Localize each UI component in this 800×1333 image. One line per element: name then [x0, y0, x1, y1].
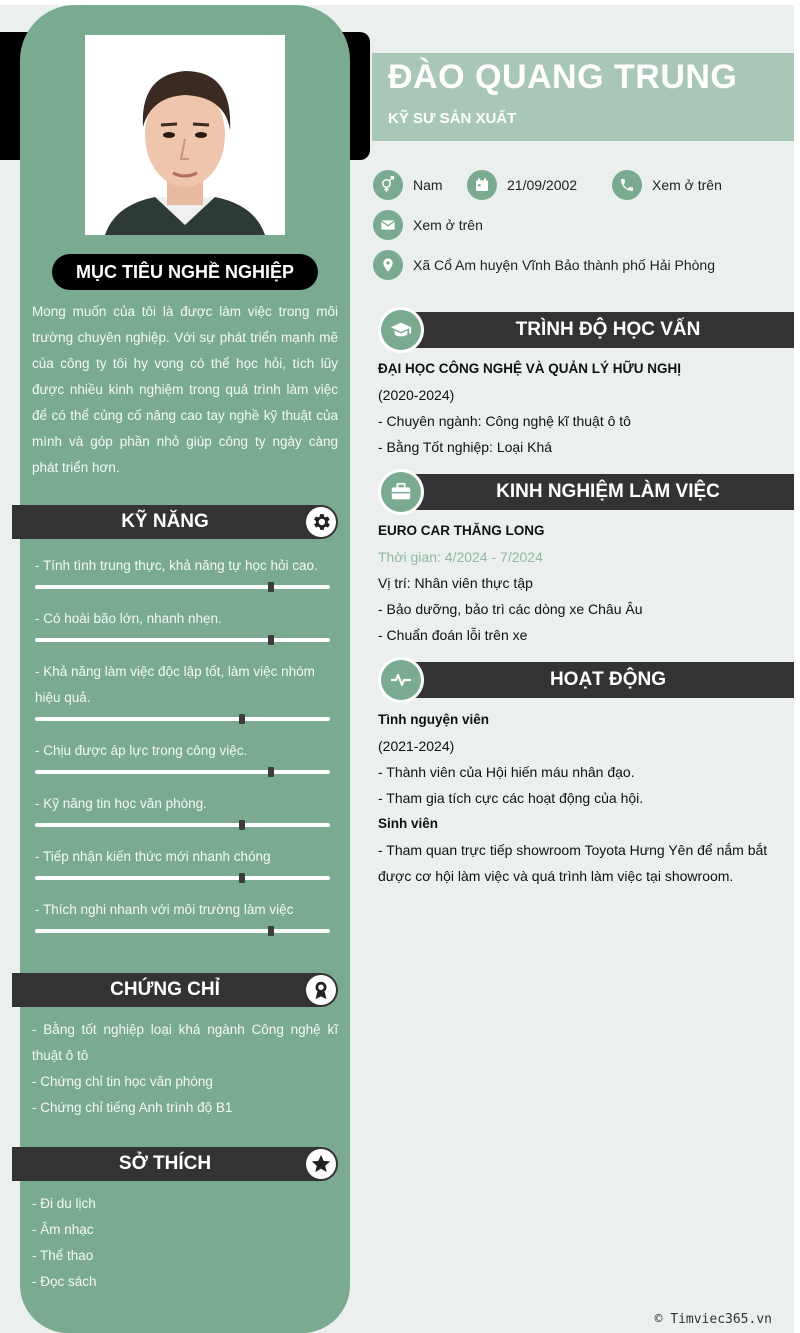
skill-level-marker [239, 820, 245, 830]
experience-duty: - Bảo dưỡng, bảo trì các dòng xe Châu Âu [378, 601, 643, 617]
certificates-header [12, 973, 338, 1007]
phone-value: Xem ở trên [652, 177, 722, 193]
sidebar [20, 5, 350, 1333]
hobby-item: - Đọc sách [32, 1274, 97, 1289]
briefcase-icon [381, 472, 421, 512]
education-major: - Chuyên ngành: Công nghệ kĩ thuật ô tô [378, 413, 631, 429]
skill-bar [35, 929, 330, 933]
certificate-item: - Bằng tốt nghiệp loại khá ngành Công nghệ kĩ thuật ô tô [32, 1022, 338, 1063]
education-header [378, 307, 794, 351]
gender-info [373, 170, 443, 200]
gender-value: Nam [413, 177, 443, 193]
activity-item: - Tham quan trực tiếp showroom Toyota Hưng Yên để nắm bắt được cơ hội làm việc và quá trình làm việc tại showroom. [378, 842, 768, 884]
hobby-item: - Thể thao [32, 1248, 94, 1263]
hobby-item: - Đi du lịch [32, 1196, 96, 1211]
skill-item [35, 738, 330, 774]
birthday-value: 21/09/2002 [507, 177, 578, 193]
address-value: Xã Cổ Am huyện Vĩnh Bảo thành phố Hải Phòng [413, 257, 715, 273]
email-value: Xem ở trên [413, 217, 483, 233]
profile-photo [85, 35, 285, 235]
star-icon [306, 1149, 336, 1179]
hobby-item: - Âm nhạc [32, 1222, 94, 1237]
skill-bar [35, 585, 330, 589]
skill-level-marker [239, 873, 245, 883]
location-pin-icon [373, 250, 403, 280]
skill-bar [35, 717, 330, 721]
skill-label: - Kỹ năng tin học văn phòng. [35, 796, 207, 811]
certificate-item: - Chứng chỉ tiếng Anh trình độ B1 [32, 1100, 233, 1115]
skill-label: - Thích nghi nhanh với môi trường làm việc [35, 902, 294, 917]
education-title: TRÌNH ĐỘ HỌC VẤN [402, 312, 794, 348]
experience-time: Thời gian: 4/2024 - 7/2024 [378, 549, 543, 565]
skill-label: - Tính tình trung thực, khả năng tự học hỏi cao. [35, 558, 318, 573]
hobbies-list [32, 1191, 338, 1295]
address-info [373, 250, 715, 280]
company-name: EURO CAR THĂNG LONG [378, 523, 545, 538]
activities-body [378, 707, 778, 889]
graduation-cap-icon [381, 310, 421, 350]
calendar-icon [467, 170, 497, 200]
experience-duty: - Chuẩn đoán lỗi trên xe [378, 627, 528, 643]
job-title: KỸ SƯ SẢN XUẤT [388, 110, 517, 127]
skill-level-marker [268, 767, 274, 777]
hobbies-title: SỞ THÍCH [118, 1153, 212, 1174]
skill-label: - Chịu được áp lực trong công việc. [35, 743, 248, 758]
experience-title: KINH NGHIỆM LÀM VIỆC [402, 474, 794, 510]
skill-level-marker [268, 582, 274, 592]
activities-header [378, 657, 794, 701]
certificates-list [32, 1017, 338, 1121]
experience-position: Vị trí: Nhân viên thực tập [378, 575, 533, 591]
phone-info [612, 170, 722, 200]
certificate-item: - Chứng chỉ tin học văn phòng [32, 1074, 213, 1089]
candidate-name: ĐÀO QUANG TRUNG [388, 58, 738, 96]
education-body [378, 356, 778, 460]
skill-item [35, 844, 330, 880]
skill-bar [35, 638, 330, 642]
experience-body [378, 518, 778, 648]
gender-icon [373, 170, 403, 200]
skill-bar [35, 876, 330, 880]
skills-header [12, 505, 338, 539]
activity-role: Sinh viên [378, 816, 439, 831]
skill-level-marker [268, 635, 274, 645]
skill-label: - Khả năng làm việc độc lập tốt, làm việc nhóm hiệu quả. [35, 664, 315, 705]
phone-icon [612, 170, 642, 200]
skill-item [35, 553, 330, 589]
activity-item: - Thành viên của Hội hiến máu nhân đạo. [378, 764, 635, 780]
award-icon [306, 975, 336, 1005]
objective-text: Mong muốn của tôi là được làm việc trong môi trường chuyên nghiệp. Với sự phát triển mạnh mẽ của công ty tôi hy vọng có thể học hỏi, tích lũy được nhiều kinh nghiệm trong quá trình làm việc để có thể củng cố nâng cao tay nghề kỹ thuật của mình và góp phần nhỏ giúp công ty ngày càng phát triển hơn. [32, 304, 338, 475]
skill-item [35, 659, 330, 721]
footer-credit: © Timviec365.vn [654, 1312, 772, 1327]
skill-item [35, 897, 330, 933]
education-period: (2020-2024) [378, 387, 455, 403]
skill-level-marker [268, 926, 274, 936]
skills-title: KỸ NĂNG [121, 511, 209, 532]
skill-label: - Có hoài bão lớn, nhanh nhẹn. [35, 611, 222, 626]
objective-title: MỤC TIÊU NGHỀ NGHIỆP [52, 254, 318, 290]
gear-icon [306, 507, 336, 537]
envelope-icon [373, 210, 403, 240]
school-name: ĐẠI HỌC CÔNG NGHỆ VÀ QUẢN LÝ HỮU NGHỊ [378, 361, 681, 376]
activities-title: HOẠT ĐỘNG [402, 662, 794, 698]
skill-level-marker [239, 714, 245, 724]
activity-period: (2021-2024) [378, 738, 455, 754]
education-degree: - Bằng Tốt nghiệp: Loại Khá [378, 439, 553, 455]
email-info [373, 210, 483, 240]
activity-role: Tình nguyện viên [378, 712, 490, 727]
activity-item: - Tham gia tích cực các hoạt động của hội. [378, 790, 644, 806]
skill-item [35, 791, 330, 827]
skill-bar [35, 770, 330, 774]
experience-header [378, 469, 794, 513]
certificates-title: CHỨNG CHỈ [110, 979, 220, 1000]
skill-item [35, 606, 330, 642]
birthday-info [467, 170, 577, 200]
pulse-icon [381, 660, 421, 700]
hobbies-header [12, 1147, 338, 1181]
skill-bar [35, 823, 330, 827]
skill-label: - Tiếp nhận kiến thức mới nhanh chóng [35, 849, 271, 864]
